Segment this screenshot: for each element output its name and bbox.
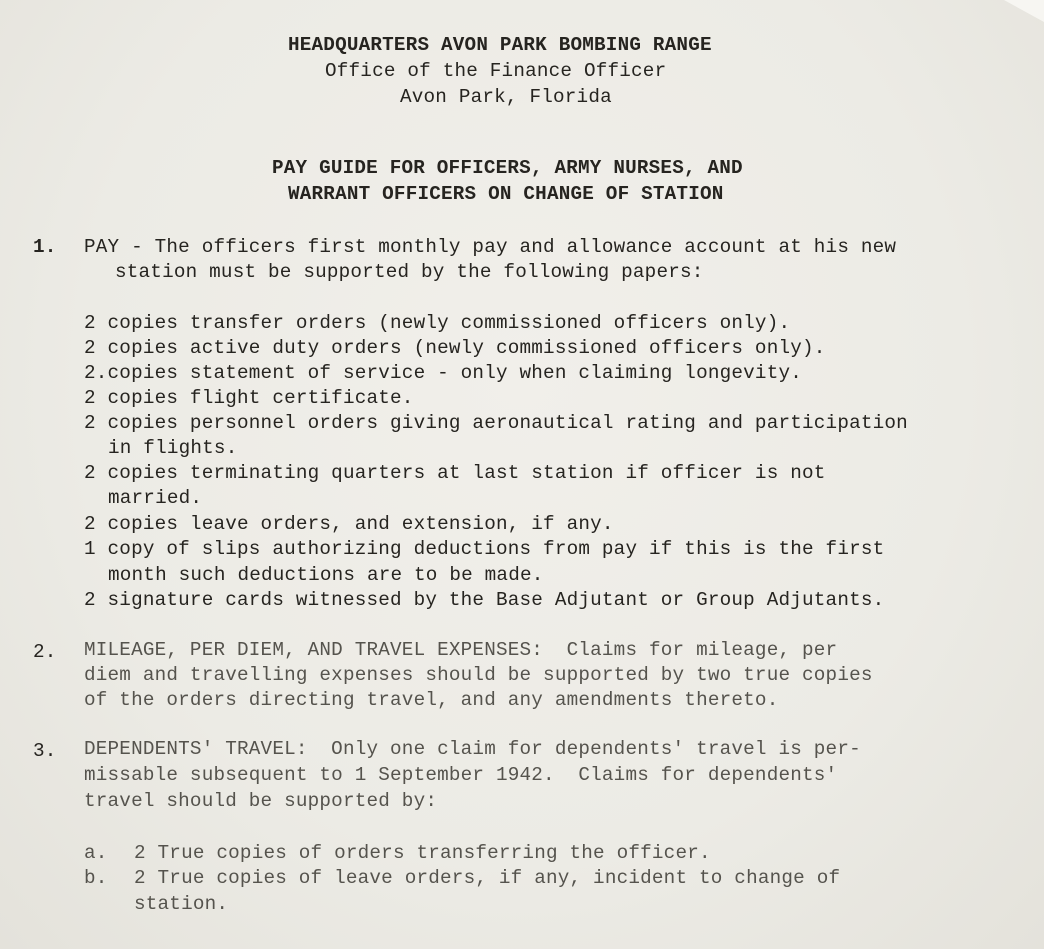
header-line-3: Avon Park, Florida	[400, 86, 612, 108]
section-1-intro-line-1: PAY - The officers first monthly pay and allowance account at his new	[84, 236, 897, 258]
section-1-item-8: 1 copy of slips authorizing deductions from pay if this is the first	[84, 538, 885, 560]
section-2-line-1: MILEAGE, PER DIEM, AND TRAVEL EXPENSES: Claims for mileage, per	[84, 639, 838, 661]
section-1-item-1: 2 copies transfer orders (newly commissioned officers only).	[84, 312, 791, 334]
title-line-2: WARRANT OFFICERS ON CHANGE OF STATION	[288, 183, 724, 205]
section-1-item-5: 2 copies personnel orders giving aeronautical rating and participation	[84, 412, 908, 434]
section-1-item-3: 2.copies statement of service - only when claiming longevity.	[84, 362, 803, 384]
folded-corner	[1004, 0, 1044, 22]
section-2-line-2: diem and travelling expenses should be supported by two true copies	[84, 664, 873, 686]
section-3-subitem-b: 2 True copies of leave orders, if any, incident to change of	[134, 867, 841, 889]
section-3-line-3: travel should be supported by:	[84, 790, 438, 812]
header-line-1: HEADQUARTERS AVON PARK BOMBING RANGE	[288, 34, 712, 56]
section-2-line-3: of the orders directing travel, and any amendments thereto.	[84, 689, 779, 711]
section-2-number: 2.	[33, 641, 57, 663]
section-1-item-7: 2 copies leave orders, and extension, if any.	[84, 513, 614, 535]
section-3-subitem-a: 2 True copies of orders transferring the officer.	[134, 842, 711, 864]
section-1-item-6: 2 copies terminating quarters at last station if officer is not	[84, 462, 826, 484]
section-3-line-2: missable subsequent to 1 September 1942. Claims for dependents'	[84, 764, 838, 786]
section-1-item-5-cont: in flights.	[108, 437, 238, 459]
title-line-1: PAY GUIDE FOR OFFICERS, ARMY NURSES, AND	[272, 157, 743, 179]
section-1-item-8-cont: month such deductions are to be made.	[108, 564, 544, 586]
section-1-item-9: 2 signature cards witnessed by the Base Adjutant or Group Adjutants.	[84, 589, 885, 611]
section-1-intro-line-2: station must be supported by the following papers:	[115, 261, 704, 283]
section-3-line-1: DEPENDENTS' TRAVEL: Only one claim for dependents' travel is per-	[84, 738, 861, 760]
section-3-number: 3.	[33, 740, 57, 762]
section-3-subitem-b-cont: station.	[134, 893, 229, 915]
header-line-2: Office of the Finance Officer	[325, 60, 667, 82]
section-1-item-2: 2 copies active duty orders (newly commissioned officers only).	[84, 337, 826, 359]
section-1-item-6-cont: married.	[108, 487, 203, 509]
section-1-item-4: 2 copies flight certificate.	[84, 387, 414, 409]
section-3-subitem-a-letter: a.	[84, 842, 108, 864]
section-3-subitem-b-letter: b.	[84, 867, 108, 889]
section-1-number: 1.	[33, 236, 57, 258]
